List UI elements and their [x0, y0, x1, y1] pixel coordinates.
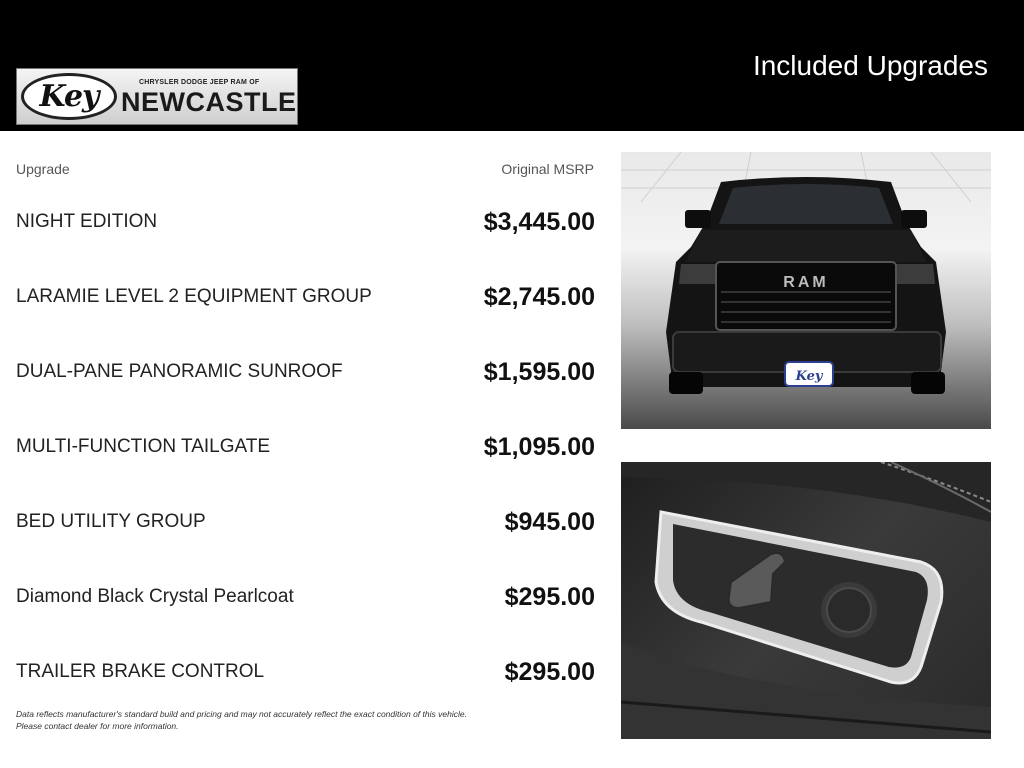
- upgrade-price: $295.00: [504, 582, 595, 611]
- seat-controls-photo: [621, 462, 991, 739]
- upgrade-row: [16, 352, 595, 392]
- upgrade-name: MULTI-FUNCTION TAILGATE: [16, 436, 271, 457]
- upgrade-name: DUAL-PANE PANORAMIC SUNROOF: [16, 361, 343, 382]
- truck-illustration: [621, 152, 991, 429]
- disclaimer-text: [16, 708, 606, 732]
- upgrade-name: LARAMIE LEVEL 2 EQUIPMENT GROUP: [16, 286, 372, 307]
- upgrade-name: NIGHT EDITION: [16, 211, 158, 232]
- page-title: Included Upgrades: [752, 50, 988, 81]
- upgrade-name: Diamond Black Crystal Pearlcoat: [16, 586, 294, 607]
- column-header-msrp: Original MSRP: [501, 161, 594, 177]
- logo-brand-line: CHRYSLER DODGE JEEP RAM OF: [139, 79, 260, 86]
- logo-dealer-name: NEWCASTLE: [121, 87, 297, 117]
- plate-logo: Key: [795, 369, 823, 384]
- upgrade-name: TRAILER BRAKE CONTROL: [16, 661, 265, 682]
- upgrade-row: [16, 427, 595, 467]
- upgrade-price: $295.00: [504, 657, 595, 686]
- grille-badge: RAM: [783, 274, 829, 291]
- truck-front-photo: [621, 152, 991, 429]
- seat-controls-illustration: [621, 462, 991, 739]
- logo-script-text: Key: [39, 79, 99, 114]
- upgrade-name: BED UTILITY GROUP: [16, 511, 206, 532]
- upgrade-price: $1,595.00: [483, 357, 595, 386]
- upgrade-row: [16, 277, 595, 317]
- upgrade-row: [16, 502, 595, 542]
- column-header-upgrade: Upgrade: [16, 161, 70, 177]
- upgrade-price: $945.00: [504, 507, 595, 536]
- upgrade-price: $1,095.00: [483, 432, 595, 461]
- upgrade-price: $2,745.00: [483, 282, 595, 311]
- upgrade-row: [16, 652, 595, 692]
- upgrade-price: $3,445.00: [483, 207, 595, 236]
- header-bar: [0, 0, 1024, 131]
- disclaimer-line: Data reflects manufacturer's standard build and pricing and may not accurately reflect the exact condition of this vehicle.: [16, 709, 467, 719]
- disclaimer-line: Please contact dealer for more information.: [16, 721, 179, 731]
- upgrade-row: [16, 577, 595, 617]
- key-logo-oval: [21, 73, 117, 120]
- dealer-logo: [16, 68, 298, 125]
- upgrade-row: [16, 202, 595, 242]
